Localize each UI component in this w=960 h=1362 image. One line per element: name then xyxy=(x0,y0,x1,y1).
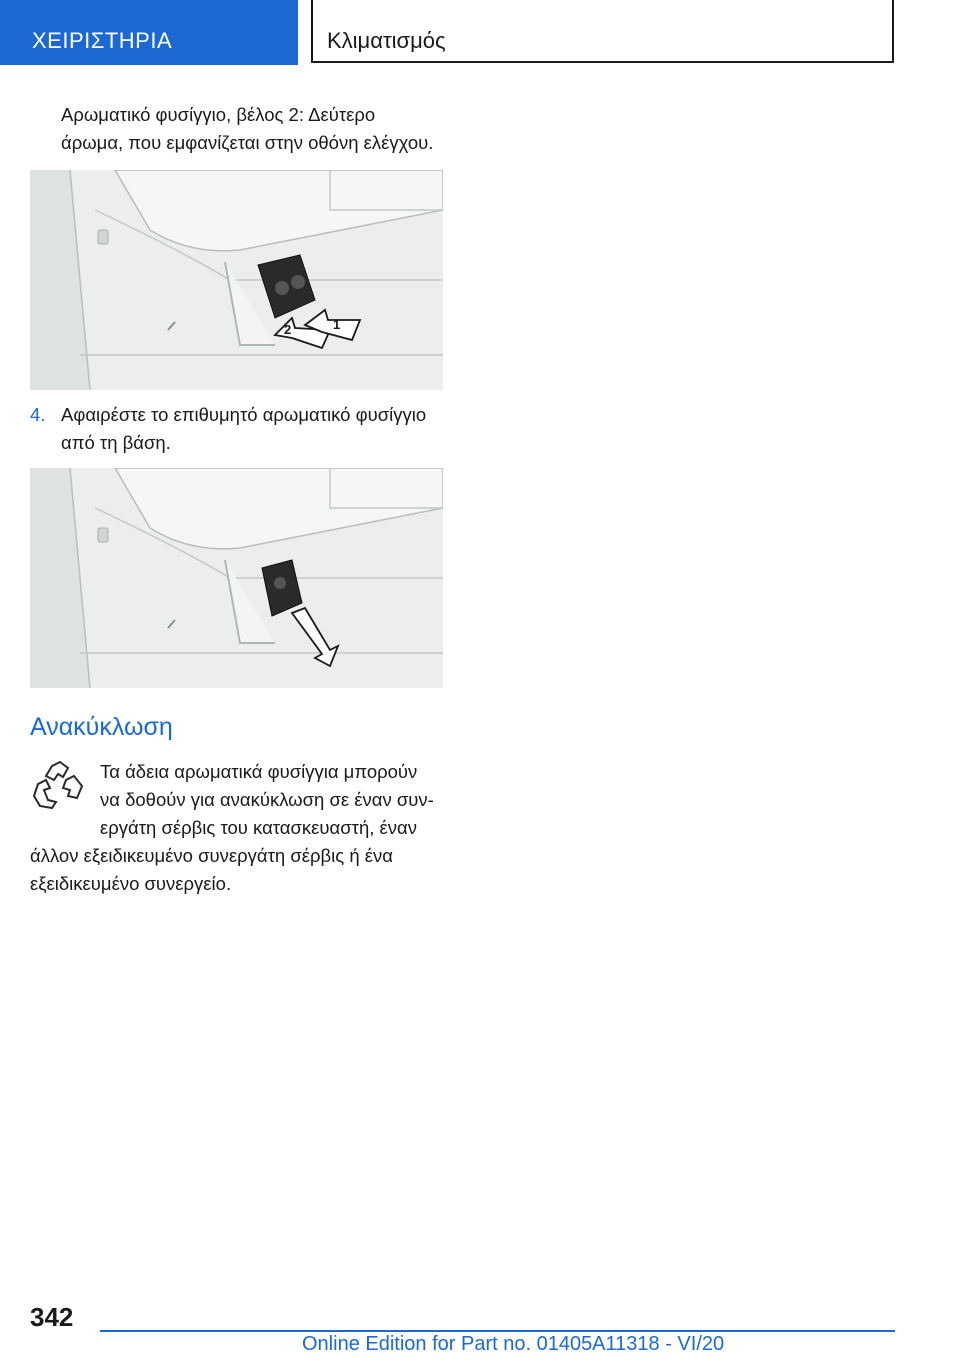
step-4-line-2: από τη βάση. xyxy=(61,432,171,453)
recycling-line-2: να δοθούν για ανακύκλωση σε έναν συν- xyxy=(100,789,434,810)
recycling-paragraph-top xyxy=(100,758,450,842)
footer-divider xyxy=(100,1330,895,1332)
recycling-heading: Ανακύκλωση xyxy=(30,713,173,741)
recycle-icon xyxy=(30,760,88,812)
figure-cartridge-arrows xyxy=(30,170,443,390)
recycling-paragraph-bottom xyxy=(30,842,450,898)
step-4-line-1: Αφαιρέστε το επιθυμητό αρωματικό φυσίγγιο xyxy=(61,404,427,425)
recycling-line-5: εξειδικευμένο συνεργείο. xyxy=(30,873,232,894)
recycling-line-1: Τα άδεια αρωματικά φυσίγγια μπορούν xyxy=(100,761,418,782)
figure-cartridge-removal-illustration xyxy=(30,468,443,688)
figure-cartridge-removal xyxy=(30,468,443,688)
header-section-label: ΧΕΙΡΙΣΤΗΡΙΑ xyxy=(32,28,173,53)
intro-paragraph xyxy=(61,101,451,157)
step-4-number: 4. xyxy=(30,404,46,425)
step-4-text xyxy=(61,401,451,457)
footer-edition-text: Online Edition for Part no. 01405A11318 - VI/20 xyxy=(302,1333,725,1355)
page-number: 342 xyxy=(30,1302,74,1332)
figure-cartridge-arrows-illustration xyxy=(30,170,443,390)
recycling-line-4: άλλον εξειδικευμένο συνεργάτη σέρβις ή ένα xyxy=(30,845,393,866)
intro-line-2: άρωμα, που εμφανίζεται στην οθόνη ελέγχου. xyxy=(61,132,434,153)
figure-arrow-1-label: 1 xyxy=(333,317,341,332)
figure-arrow-2-label: 2 xyxy=(284,322,292,337)
intro-line-1: Αρωματικό φυσίγγιο, βέλος 2: Δεύτερο xyxy=(61,104,376,125)
header-chapter-box xyxy=(311,0,894,63)
header-section-tab[interactable] xyxy=(0,0,298,65)
recycling-line-3: εργάτη σέρβις του κατασκευαστή, έναν xyxy=(100,817,417,838)
header-chapter-title: Κλιματισμός xyxy=(327,28,446,53)
